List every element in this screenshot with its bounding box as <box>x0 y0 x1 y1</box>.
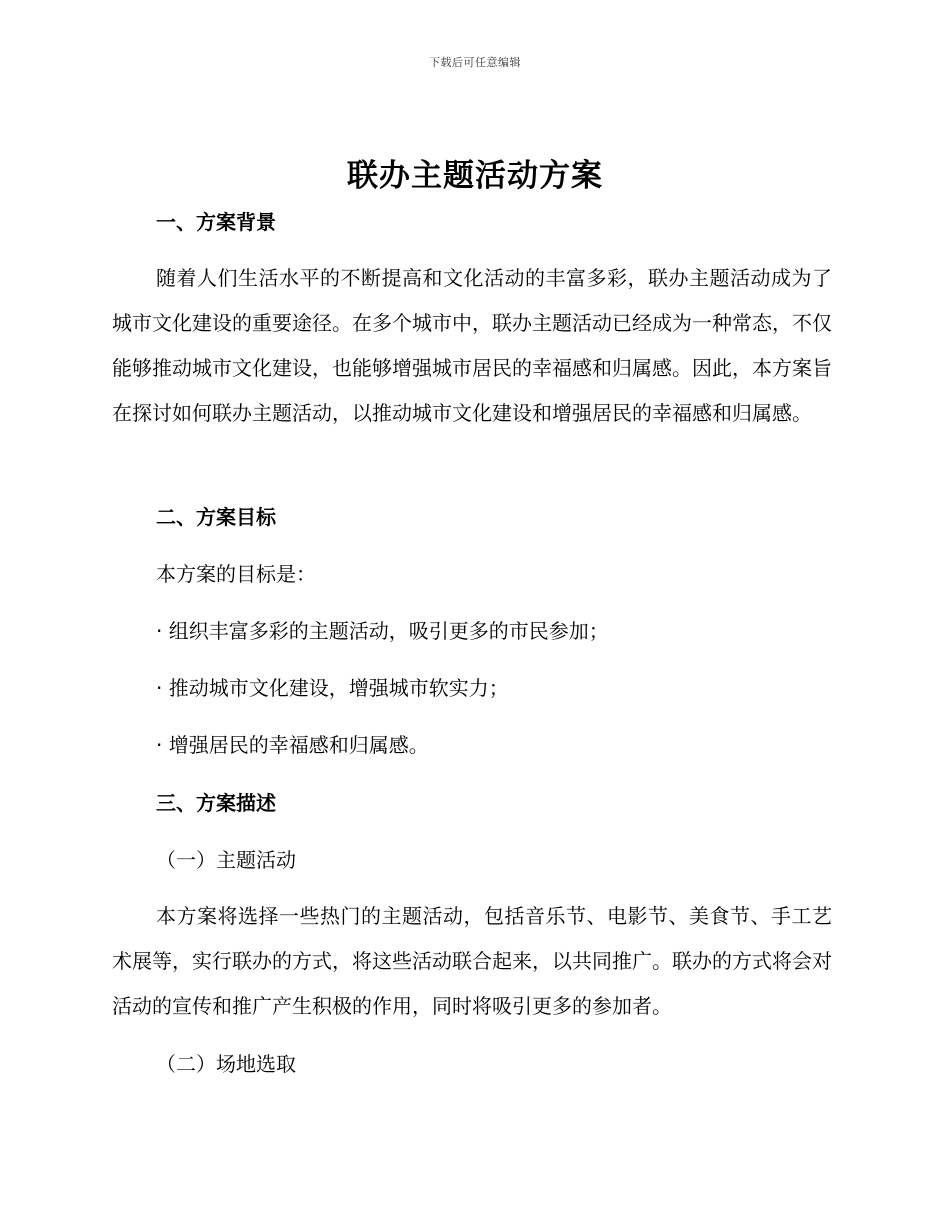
subsection-heading-activities: （一）主题活动 <box>156 848 296 872</box>
goal-bullet-3: · 增强居民的幸福感和归属感。 <box>156 733 429 757</box>
section-heading-goals: 二、方案目标 <box>156 505 276 529</box>
goal-bullet-1: · 组织丰富多彩的主题活动，吸引更多的市民参加； <box>156 619 609 643</box>
section-heading-description: 三、方案描述 <box>156 791 276 815</box>
subsection-heading-venue: （二）场地选取 <box>156 1052 296 1076</box>
goals-intro: 本方案的目标是： <box>156 562 316 586</box>
background-paragraph: 随着人们生活水平的不断提高和文化活动的丰富多彩，联办主题活动成为了城市文化建设的重要途径。在多个城市中，联办主题活动已经成为一种常态，不仅能够推动城市文化建设，也能够增强城市居民的幸福感和归属感。因此，本方案旨在探讨如何联办主题活动，以推动城市文化建设和增强居民的幸福感和归属感。 <box>112 266 832 425</box>
goal-bullet-2: · 推动城市文化建设，增强城市软实力； <box>156 676 509 700</box>
activities-paragraph: 本方案将选择一些热门的主题活动，包括音乐节、电影节、美食节、手工艺术展等，实行联办的方式，将这些活动联合起来，以共同推广。联办的方式将会对活动的宣传和推广产生积极的作用，同时将吸引更多的参加者。 <box>112 904 832 1018</box>
header-note: 下载后可任意编辑 <box>429 56 521 69</box>
section-heading-background: 一、方案背景 <box>156 210 276 234</box>
document-title: 联办主题活动方案 <box>347 158 603 194</box>
